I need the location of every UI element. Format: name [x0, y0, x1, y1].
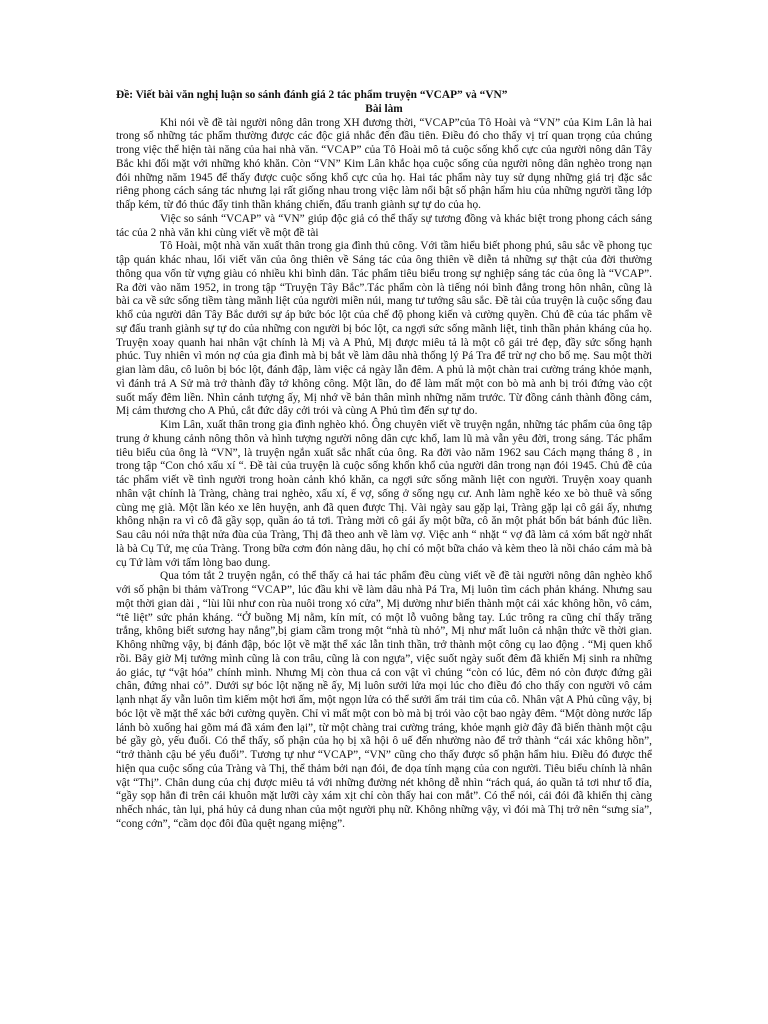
document-page	[116, 89, 652, 832]
paragraph-comparison: Qua tóm tắt 2 truyện ngắn, có thể thấy cả hai tác phẩm đều cùng viết về đề tài người nông dân nghèo khổ với số phận bi thảm vàTrong “VCAP”, lúc đầu khi về làm dâu nhà Pá Tra, Mị luôn tìm cách phản kháng. Nhưng sau một thời gian dài , “lùi lũi như con rùa nuôi trong xó cửa”, Mị dường như biến thành một cái xác không hồn, vô cảm, “tê liệt” sức phản kháng. “Ở buồng Mị nằm, kín mít, có một lỗ vuông bằng tay. Lúc trông ra cũng chỉ thấy trăng trắng, không biết sương hay nắng”,bị giam cầm trong một “nhà tù nhỏ”, Mị như mất luôn cả nhận thức về thời gian. Không những vậy, bị đánh đập, bóc lột về mặt thể xác lẫn tinh thần, trở thành một công cụ lao động . “Mị quen khổ rồi. Bây giờ Mị tưởng mình cũng là con trâu, cũng là con ngựa”, việc suốt ngày suốt đêm đã khiến Mị sinh ra những ảo giác, tự “vật hóa” chính mình. Nhưng Mị còn thua cả con vật vì chúng “còn có lúc, đêm nó còn được đứng gãi chân, đứng nhai cỏ”. Dưới sự bóc lột nặng nề ấy, Mị luôn sưởi lửa mọi lúc cho điều đó cho thấy con người vô cảm lạnh nhạt ấy vẫn luôn tìm kiếm một hơi ấm, một ngọn lửa có thể sưởi ấm trái tim của cô. Nhân vật A Phủ cũng vậy, bị bóc lột về mặt thể xác bởi cường quyền. Chỉ vì mất một con bò mà bị trói vào cột bao ngày đêm. “Một dòng nước lấp lánh bò xuống hai gõm má đã xám đen lại”, từ một chàng trai cường tráng, khỏe mạnh giờ đây đã biến thành một cậu bé gầy gò, yếu đuối. Có thể thấy, số phận của họ bị xã hội ô uế đến nhường nào để trở thành “cái xác không hồn”, “trở thành cậu bé yếu đuối”. Tương tự như “VCAP”, “VN” cũng cho thấy được số phận hẩm hiu. Điều đó được thể hiện qua cuộc sống của Tràng và Thị, thể thảm bởi nạn đói, đe dọa tính mạng của con người. Tiêu biểu chính là nhân vật “Thị”. Chân dung của chị được miêu tả với những đường nét không dễ nhìn “rách quá, áo quần tả tơi như tổ đỉa, “gầy sọp hẳn đi trên cái khuôn mặt lưỡi cày xám xịt chỉ còn thấy hai con mắt”. Có thể nói, cái đói đã khiến thị càng nhếch nhác, tàn lụi, phá hủy cả dung nhan của một người phụ nữ. Không những vậy, vì đói mà Thị trở nên “sưng sỉa”, “cong cớn”, “cầm dọc đôi đũa quệt ngang miệng”.	[116, 570, 652, 830]
paragraph-to-hoai: Tô Hoài, một nhà văn xuất thân trong gia đình thủ công. Với tầm hiểu biết phong phú, sâu sắc về phong tục tập quán khác nhau, lối viết văn của ông thiên về Sáng tác của ông thiên về diễn tả những sự thật của đời thường thông qua vốn từ vựng giàu có nhiều khi bình dân. Tác phẩm tiêu biểu trong sự nghiệp sáng tác của ông là “VCAP”. Ra đời vào năm 1952, in trong tập “Truyện Tây Bắc”.Tác phẩm còn là tiếng nói bình đẳng trong hôn nhân, cũng là bài ca về sức sống tiềm tàng mãnh liệt của người miền núi, mang tư tưởng sâu sắc. Đề tài của truyện là cuộc sống đau khổ của người dân Tây Bắc dưới sự áp bức bóc lột của chế độ phong kiến và cường quyền. Chủ đề của tác phẩm về sự đấu tranh giành sự tự do của những con người bị bóc lột, ca ngợi sức sống mãnh liệt, tinh thần phản kháng của họ. Truyện xoay quanh hai nhân vật chính là Mị và A Phủ, Mị được miêu tả là một cô gái trẻ đẹp, đầy sức sống hạnh phúc. Tuy nhiên vì món nợ của gia đình mà bị bắt về làm dâu nhà thống lý Pá Tra để trừ nợ cho bố mẹ. Sau một thời gian làm dâu, cô luôn bị bóc lột, đánh đập, làm việc cả ngày lẫn đêm. A phủ là một chàn trai cường tráng khỏe mạnh, vì đánh trả A Sử mà trở thành đầy tớ không công. Một lần, do để làm mất một con bò mà anh bị trói đứng vào cột suốt mấy đêm liền. Nhìn cảnh tượng ấy, Mị nhớ về bản thân mình những năm trước. Từ đồng cảnh thành đồng cảm, Mị cảm thương cho A Phủ, cắt đức dây cởi trói và cùng A Phủ tìm đến sự tự do.	[116, 240, 652, 418]
document-title: Đề: Viết bài văn nghị luận so sánh đánh giá 2 tác phẩm truyện “VCAP” và “VN”	[116, 89, 508, 101]
paragraph-comparison-purpose: Việc so sánh “VCAP” và “VN” giúp độc giả có thể thấy sự tương đồng và khác biệt trong phong cách sáng tác của 2 nhà văn khi cùng viết về một đề tài	[116, 212, 652, 239]
document-subtitle: Bài làm	[365, 102, 403, 115]
paragraph-intro: Khi nói về đề tài người nông dân trong XH đương thời, “VCAP”của Tô Hoài và “VN” của Kim Lân là hai trong số những tác phẩm thường được các độc giả nhắc đến đầu tiên. Điều đó cho thấy vị trí quan trọng của chúng trong việc thể hiện tài năng của hai nhà văn. “VCAP” của Tô Hoài mô tả cuộc sống khổ cực của người nông dân Tây Bắc khi đối mặt với những khó khăn. Còn “VN” Kim Lân khắc họa cuộc sống của người nông dân nghèo trong nạn đói những năm 1945 để thấy được cuộc sống khổ cực của họ. Hai tác phẩm này tuy sử dụng những giá trị đặc sắc riêng phong cách sáng tác nhưng lại rất giống nhau trong việc làm nổi bật số phận hẩm hiu của những người tầng lớp thấp kém, từ đó thúc đẩy tinh thần kháng chiến, đấu tranh giành sự tự do của họ.	[116, 116, 652, 211]
paragraph-kim-lan: Kim Lân, xuất thân trong gia đình nghèo khó. Ông chuyên viết về truyện ngắn, những tác phẩm của ông tập trung ở khung cảnh nông thôn và hình tượng người nông dân cực khổ, lam lũ mà vẫn yêu đời, trong sáng. Tác phẩm tiêu biểu của ông là “VN”, là truyện ngắn xuất sắc nhất của ông. Ra đời vào năm 1962 sau Cách mạng tháng 8 , in trong tập “Con chó xấu xí “. Đề tài của truyện là cuộc sống khốn khổ của người dân trong nạn đói 1945. Chủ đề của tác phẩm viết về tình người trong hoàn cảnh khó khăn, ca ngợi sức sống mãnh liệt con người. Truyện xoay quanh nhân vật chính là Tràng, chàng trai nghèo, xấu xí, ế vợ, sống ở sống ngụ cư. Anh làm nghề kéo xe bò thuê và sống cùng mẹ già. Một lần kéo xe lên huyện, anh đã quen được Thị. Vài ngày sau gặp lại, Tràng gặp lại cô gái ấy, nhưng không nhận ra vì cô đã gầy sọp, quần áo tả tơi. Tràng mời cô gái ấy một bữa, cô ăn một phát bốn bát bánh đúc liền. Sau câu nói nửa thật nửa đùa của Tràng, Thị đã theo anh về làm vợ. Việc anh “ nhặt “ vợ đã làm cả xóm bất ngờ nhất là bà Cụ Tứ, mẹ của Tràng. Trong bữa cơm đón nàng dâu, họ chỉ có một bữa cháo và kèm theo là nồi cháo cám mà bà cụ Tứ làm với tấm lòng bao dung.	[116, 419, 652, 569]
